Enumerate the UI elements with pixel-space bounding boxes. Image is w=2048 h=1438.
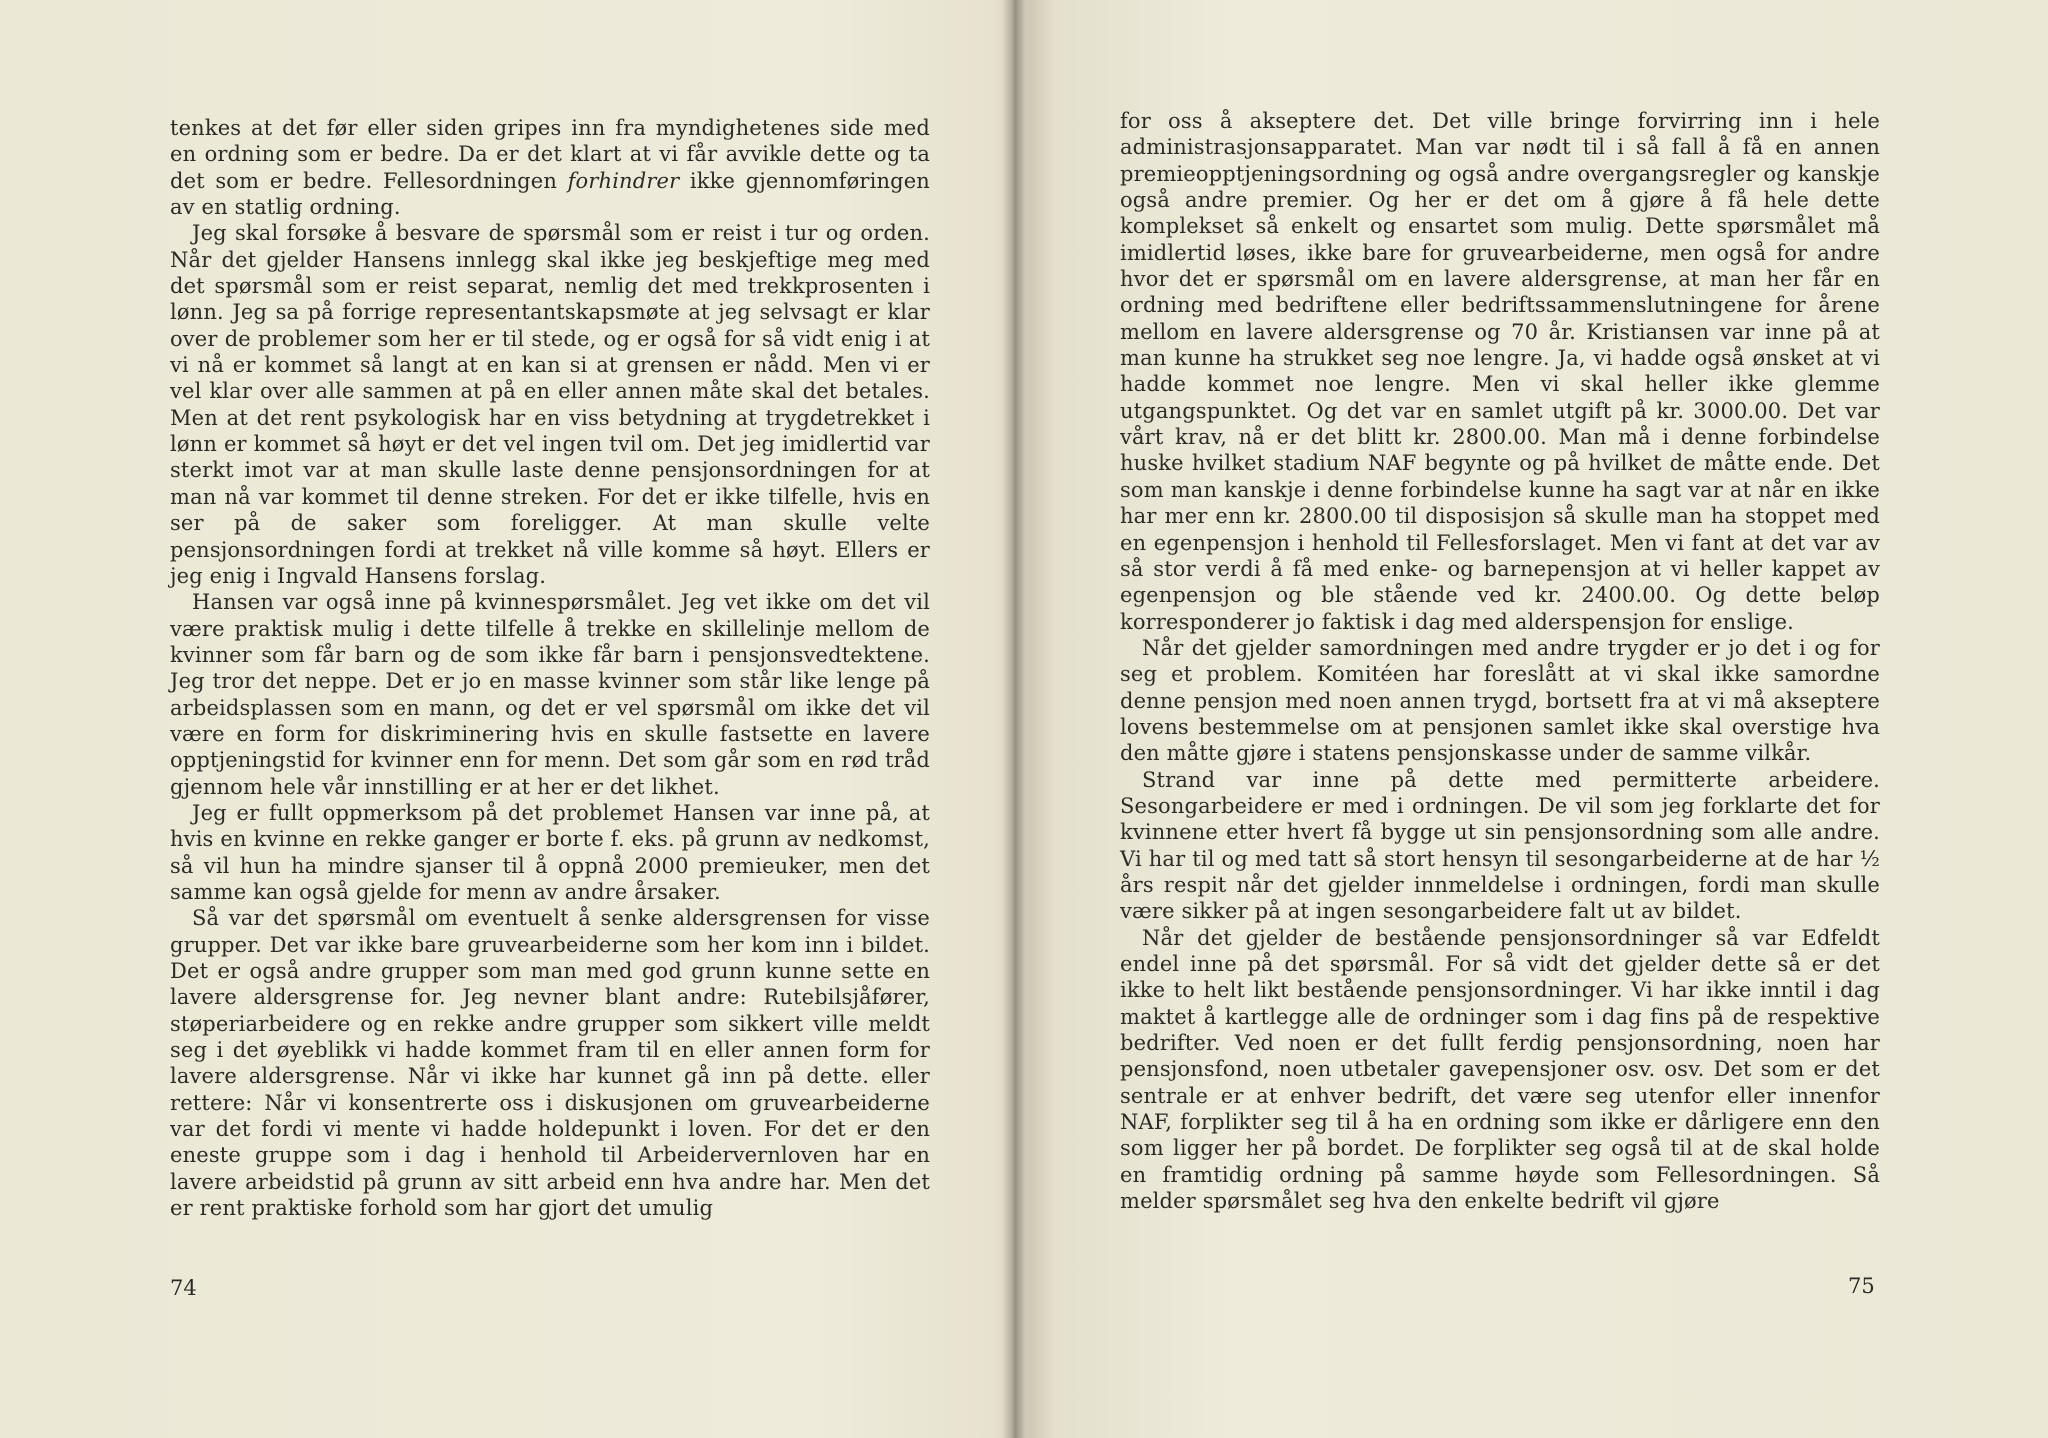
paragraph: Jeg er fullt oppmerksom på det problemet Hansen var inne på, at hvis en kvinne en rekke ganger er borte f. eks. på grunn av nedkomst, så vil hun ha mindre sjanser til å oppnå 2000 premieuker, men det samme kan også gjelde for menn av andre årsaker. bbox=[170, 800, 930, 904]
paragraph: Når det gjelder de bestående pensjonsordninger så var Edfeldt endel inne på det spørsmål. For så vidt det gjelder dette så er det ikke to helt likt bestående pensjonsordninger. Vi har ikke inntil i dag maktet å kartlegge alle de ordninger som i dag fins på de respektive bedrifter. Ved noen er det fullt ferdig pensjonsordning, noen har pensjonsfond, noen utbetaler gavepensjoner osv. osv. Det som er det sentrale er at enhver bedrift, det være seg utenfor eller innenfor NAF, forplikter seg til å ha en ordning som ikke er dårligere enn den som ligger her på bordet. De forplikter seg også til at de skal holde en framtidig ordning på samme høyde som Fellesordningen. Så melder spørsmålet seg hva den enkelte bedrift vil gjøre bbox=[1120, 925, 1880, 1214]
left-page-body bbox=[170, 115, 930, 1221]
paragraph: Hansen var også inne på kvinnespørsmålet. Jeg vet ikke om det vil være praktisk mulig i dette tilfelle å trekke en skillelinje mellom de kvinner som får barn og de som ikke får barn i pensjonsvedtektene. Jeg tror det neppe. Det er jo en masse kvinner som står like lenge på arbeidsplassen som en mann, og det er vel spørsmål om ikke det vil være en form for diskriminering hvis en skulle fastsette en lavere opptjeningstid for kvinner enn for menn. Det som går som en rød tråd gjennom hele vår innstilling er at her er det likhet. bbox=[170, 590, 930, 799]
page-number: 74 bbox=[170, 1276, 197, 1300]
paragraph-text: ikke gjennomføringen av en statlig ordning. bbox=[170, 168, 930, 220]
gutter-shadow bbox=[1002, 0, 1016, 1438]
page-number: 75 bbox=[1848, 1274, 1875, 1298]
right-page bbox=[1016, 0, 2048, 1438]
right-page-body bbox=[1120, 108, 1880, 1214]
paragraph: Når det gjelder samordningen med andre trygder er jo det i og for seg et problem. Komitéen har foreslått at vi skal ikke samordne denne pensjon med noen annen trygd, bortsett fra at vi må akseptere lovens bestemmelse om at pensjonen samlet ikke skal overstige hva den måtte gjøre i statens pensjonskasse under de samme vilkår. bbox=[1120, 635, 1880, 766]
paragraph: for oss å akseptere det. Det ville bringe forvirring inn i hele administrasjonsapparatet. Man var nødt til i så fall å få en annen premieopptjeningsordning og også andre overgangsregler og kanskje også andre premier. Og her er det om å gjøre å få hele dette komplekset så enkelt og ensartet som mulig. Dette spørsmålet må imidlertid løses, ikke bare for gruvearbeiderne, men også for andre hvor det er spørsmål om en lavere aldersgrense, at man her får en ordning med bedriftene eller bedriftssammenslutningene for årene mellom en lavere aldersgrense og 70 år. Kristiansen var inne på at man kunne ha strukket seg noe lengre. Ja, vi hadde også ønsket at vi hadde kommet noe lengre. Men vi skal heller ikke glemme utgangspunktet. Og det var en samlet utgift på kr. 3000.00. Det var vårt krav, nå er det blitt kr. 2800.00. Man må i denne forbindelse huske hvilket stadium NAF begynte og på hvilket de måtte ende. Det som man kanskje i denne forbindelse kunne ha sagt var at når en ikke har mer enn kr. 2800.00 til disposisjon så skulle man ha stoppet med en egenpensjon i henhold til Fellesforslaget. Men vi fant at det var av så stor verdi å få med enke- og barnepensjon at vi heller kappet av egenpensjon og ble stående ved kr. 2400.00. Og dette beløp korresponderer jo faktisk i dag med alderspensjon for enslige. bbox=[1120, 109, 1880, 634]
paragraph: Så var det spørsmål om eventuelt å senke aldersgrensen for visse grupper. Det var ikke bare gruvearbeiderne som her kom inn i bildet. Det er også andre grupper som man med god grunn kunne sette en lavere aldersgrense for. Jeg nevner blant andre: Rutebilsjåfører, støperiarbeidere og en rekke andre grupper som sikkert ville meldt seg i det øyeblikk vi hadde kommet fram til en eller annen form for lavere aldersgrense. Når vi ikke har kunnet gå inn på dette. eller rettere: Når vi konsentrerte oss i diskusjonen om gruvearbeiderne var det fordi vi mente vi hadde holdepunkt i loven. For det er den eneste gruppe som i dag i henhold til Arbeidervernloven har en lavere arbeidstid på grunn av sitt arbeid enn hva andre har. Men det er rent praktiske forhold som har gjort det umulig bbox=[170, 906, 930, 1221]
paragraph: Strand var inne på dette med permitterte arbeidere. Sesongarbeidere er med i ordningen. De vil som jeg forklarte det for kvinnene etter hvert få bygge ut sin pensjonsordning som alle andre. Vi har til og med tatt så stort hensyn til sesongarbeiderne at de har ½ års respit når det gjelder innmeldelse i ordningen, fordi man skulle være sikker på at ingen sesongarbeidere falt ut av bildet. bbox=[1120, 767, 1880, 924]
paragraph bbox=[170, 115, 930, 220]
paragraph-text: tenkes at det før eller siden gripes inn fra myndighetenes side med en ordning som er bedre. Da er det klart at vi får avvikle dette og ta det som er bedre. Fellesordningen bbox=[170, 116, 930, 193]
emphasized-word: forhindrer bbox=[567, 168, 680, 193]
left-page bbox=[0, 0, 1016, 1438]
gutter-shadow bbox=[1016, 0, 1026, 1438]
paragraph: Jeg skal forsøke å besvare de spørsmål som er reist i tur og orden. Når det gjelder Hansens innlegg skal ikke jeg beskjeftige meg med det spørsmål som er reist separat, nemlig det med trekkprosenten i lønn. Jeg sa på forrige representantskapsmøte at jeg selvsagt er klar over de problemer som her er til stede, og er også for så vidt enig i at vi nå er kommet så langt at en kan si at grensen er nådd. Men vi er vel klar over alle sammen at på en eller annen måte skal det betales. Men at det rent psykologisk har en viss betydning at trygdetrekket i lønn er kommet så høyt er det vel ingen tvil om. Det jeg imidlertid var sterkt imot var at man skulle laste denne pensjonsordningen for at man nå var kommet til denne streken. For det er ikke tilfelle, hvis en ser på de saker som foreligger. At man skulle velte pensjonsordningen fordi at trekket nå ville komme så høyt. Ellers er jeg enig i Ingvald Hansens forslag. bbox=[170, 221, 930, 588]
